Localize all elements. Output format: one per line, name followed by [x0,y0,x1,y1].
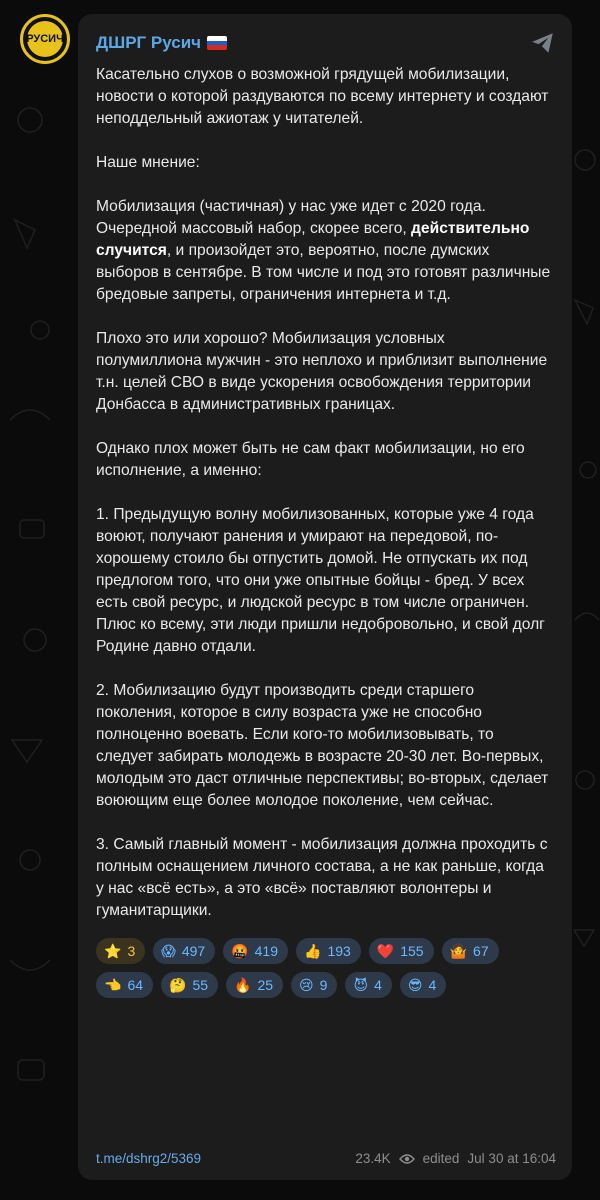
reaction-thinking[interactable] [161,972,218,998]
russian-flag-icon [207,36,227,50]
thinking-emoji-icon: 🤔 [169,977,187,993]
angry-emoji-icon: 🤬 [231,943,249,959]
shrug-icon: 🤷 [449,943,468,959]
post-link[interactable]: t.me/dshrg2/5369 [96,1151,202,1166]
reaction-thumbs-up[interactable] [296,938,361,964]
message-header [96,30,554,56]
edited-label: edited [422,1151,460,1166]
reaction-cry[interactable] [291,972,337,998]
sunglasses-emoji-icon: 😎 [407,977,423,993]
telegram-share-icon[interactable] [530,30,556,56]
reaction-shrug[interactable] [442,938,499,964]
paragraph: 2. Мобилизацию будут производить среди старшего поколения, которое в силу возраста уже не способно полноценно воевать. Если кого-то мобилизовывать, то следует забирать молодежь в возрасте 20-30 лет. Во-первых, молодым это даст отличные перспективы; во-вторых, сделает воюющим еще более молодое поколение, чем сейчас. [96,682,549,809]
timestamp: Jul 30 at 16:04 [467,1151,556,1166]
message-meta [355,1151,556,1166]
paragraph-text: Мобилизация (частичная) у нас уже идет с 2020 года. Очередной массовый набор, скорее всего, [96,198,486,237]
crying-emoji-icon: 😢 [299,977,314,993]
reaction-point-left[interactable] [96,972,153,998]
paragraph: 1. Предыдущую волну мобилизованных, которые уже 4 года воюют, получают ранения и умирают на передовой, по-хорошему стоило бы отпустить домой. Не отпускать их под предлогом того, что они уже опытные бойцы - бред. У всех есть свой ресурс, и людской ресурс в том числе ограничен. Плюс ко всему, эти люди пришли недобровольно, и свой долг Родине давно отдали. [96,506,545,655]
avatar-logo: РУСИЧ [27,21,63,57]
thumbs-up-icon: 👍 [304,943,322,959]
reaction-fire[interactable] [226,972,283,998]
paragraph: Однако плох может быть не сам факт мобилизации, но его исполнение, а именно: [96,440,525,479]
reaction-count: 193 [327,943,351,959]
view-count: 23.4K [355,1151,391,1166]
reaction-count: 3 [127,943,136,959]
reaction-star[interactable] [96,938,145,964]
paragraph: 3. Самый главный момент - мобилизация должна проходить с полным оснащением личного состава, а не как раньше, когда у нас «всё есть», а это «всё» поставляют волонтеры и гуманитарщики. [96,836,548,919]
heart-icon: ❤️ [376,943,395,959]
point-left-icon: 👈 [104,977,122,993]
reaction-count: 9 [319,977,328,993]
reactions-bar [96,938,554,998]
reaction-count: 64 [127,977,144,993]
reaction-count: 497 [181,943,206,959]
bold-phrase: действительно случится [96,220,530,259]
message-bubble [78,14,572,1180]
paragraph [96,196,554,306]
fire-icon: 🔥 [234,977,252,993]
reaction-count: 67 [473,943,489,959]
channel-avatar[interactable] [20,14,70,64]
message-text [96,64,554,922]
message-footer [96,1151,556,1166]
reaction-count: 25 [257,977,274,993]
reaction-count: 55 [192,977,209,993]
star-icon: ⭐ [104,943,122,959]
reaction-cool[interactable] [400,972,446,998]
reaction-angry[interactable] [223,938,288,964]
eye-icon [399,1153,415,1165]
reaction-devil[interactable] [345,972,391,998]
devil-emoji-icon: 😈 [353,977,369,993]
paragraph-text: , и произойдет это, вероятно, после думских выборов в сентябре. В том числе и под это готовят различные бредовые запреты, ограничения интернета и т.д. [96,242,551,303]
paragraph: Наше мнение: [96,154,200,171]
reaction-count: 155 [400,943,424,959]
reaction-count: 419 [254,943,278,959]
reaction-count: 4 [428,977,437,993]
reaction-heart[interactable] [369,938,434,964]
paragraph: Касательно слухов о возможной грядущей мобилизации, новости о которой раздуваются по всему интернету и создают неподдельный ажиотаж у читателей. [96,66,549,127]
reaction-count: 4 [374,977,382,993]
channel-name[interactable]: ДШРГ Русич [96,33,202,52]
reaction-scream[interactable] [153,938,215,964]
scream-emoji-icon: 😱 [161,943,176,959]
paragraph: Плохо это или хорошо? Мобилизация условных полумиллиона мужчин - это неплохо и приблизит выполнение т.н. целей СВО в виде ускорения освобождения территории Донбасса в административных границах. [96,330,548,413]
